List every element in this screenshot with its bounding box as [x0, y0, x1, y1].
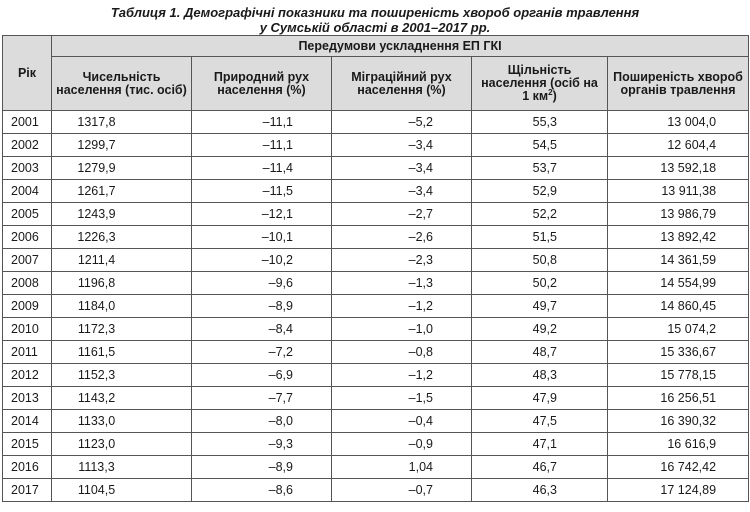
population-cell: 1184,0 [52, 295, 192, 318]
table-row [3, 433, 749, 456]
year-cell: 2006 [3, 226, 52, 249]
natural-movement-cell: –8,6 [192, 479, 332, 502]
prevalence-cell: 13 592,18 [608, 157, 749, 180]
density-cell: 46,3 [472, 479, 608, 502]
natural-movement-cell: –11,1 [192, 134, 332, 157]
group-header: Передумови ускладнення ЕП ГКІ [52, 36, 749, 57]
table-row [3, 272, 749, 295]
year-cell: 2012 [3, 364, 52, 387]
prevalence-column-header: Поширеність хвороб органів травлення [608, 57, 749, 111]
natural-movement-cell: –8,4 [192, 318, 332, 341]
migration-movement-cell: –5,2 [332, 111, 472, 134]
population-cell: 1317,8 [52, 111, 192, 134]
year-cell: 2014 [3, 410, 52, 433]
year-cell: 2017 [3, 479, 52, 502]
population-cell: 1226,3 [52, 226, 192, 249]
caption-line-1: Таблиця 1. Демографічні показники та поширеність хвороб органів травлення [110, 5, 640, 20]
density-header-close: ) [552, 89, 557, 103]
table-row [3, 410, 749, 433]
density-cell: 47,5 [472, 410, 608, 433]
population-cell: 1152,3 [52, 364, 192, 387]
migration-movement-cell: –1,3 [332, 272, 472, 295]
natural-movement-cell: –8,9 [192, 295, 332, 318]
table-caption [0, 5, 750, 35]
population-cell: 1211,4 [52, 249, 192, 272]
migration-movement-cell: –1,5 [332, 387, 472, 410]
table-row [3, 318, 749, 341]
density-header-text: Щільність населення (осіб на 1 км [481, 63, 598, 103]
table-row [3, 249, 749, 272]
caption-line-2: у Сумській області в 2001–2017 рр. [259, 20, 491, 35]
density-cell: 50,8 [472, 249, 608, 272]
migration-movement-cell: –0,8 [332, 341, 472, 364]
year-cell: 2005 [3, 203, 52, 226]
prevalence-cell: 14 860,45 [608, 295, 749, 318]
year-cell: 2008 [3, 272, 52, 295]
table-row [3, 341, 749, 364]
density-cell: 49,7 [472, 295, 608, 318]
population-cell: 1279,9 [52, 157, 192, 180]
prevalence-cell: 13 004,0 [608, 111, 749, 134]
natural-movement-cell: –9,6 [192, 272, 332, 295]
year-cell: 2015 [3, 433, 52, 456]
density-cell: 48,3 [472, 364, 608, 387]
table-row [3, 295, 749, 318]
migration-movement-cell: –2,6 [332, 226, 472, 249]
migration-movement-cell: –3,4 [332, 180, 472, 203]
table-row [3, 180, 749, 203]
population-cell: 1133,0 [52, 410, 192, 433]
density-cell: 47,9 [472, 387, 608, 410]
natural-movement-cell: –7,2 [192, 341, 332, 364]
density-cell: 52,9 [472, 180, 608, 203]
density-cell: 46,7 [472, 456, 608, 479]
prevalence-cell: 12 604,4 [608, 134, 749, 157]
density-column-header [472, 57, 608, 111]
migration-movement-cell: –1,0 [332, 318, 472, 341]
year-cell: 2002 [3, 134, 52, 157]
year-cell: 2011 [3, 341, 52, 364]
density-unit-superscript: 2 [548, 87, 553, 97]
natural-movement-cell: –8,9 [192, 456, 332, 479]
natural-movement-column-header: Природний рух населення (%) [192, 57, 332, 111]
migration-movement-cell: –0,9 [332, 433, 472, 456]
migration-movement-cell: –2,3 [332, 249, 472, 272]
migration-movement-cell: 1,04 [332, 456, 472, 479]
density-cell: 53,7 [472, 157, 608, 180]
population-cell: 1299,7 [52, 134, 192, 157]
table-row [3, 203, 749, 226]
table-row [3, 479, 749, 502]
natural-movement-cell: –11,5 [192, 180, 332, 203]
population-column-header: Чисельність населення (тис. осіб) [52, 57, 192, 111]
table-row [3, 134, 749, 157]
prevalence-cell: 14 361,59 [608, 249, 749, 272]
density-cell: 48,7 [472, 341, 608, 364]
prevalence-cell: 13 911,38 [608, 180, 749, 203]
table-row [3, 111, 749, 134]
natural-movement-cell: –12,1 [192, 203, 332, 226]
migration-movement-cell: –3,4 [332, 157, 472, 180]
density-cell: 47,1 [472, 433, 608, 456]
natural-movement-cell: –8,0 [192, 410, 332, 433]
natural-movement-cell: –9,3 [192, 433, 332, 456]
prevalence-cell: 15 778,15 [608, 364, 749, 387]
density-cell: 54,5 [472, 134, 608, 157]
table-row [3, 456, 749, 479]
density-cell: 50,2 [472, 272, 608, 295]
prevalence-cell: 16 390,32 [608, 410, 749, 433]
migration-movement-column-header: Міграційний рух населення (%) [332, 57, 472, 111]
year-cell: 2001 [3, 111, 52, 134]
table-row [3, 157, 749, 180]
population-cell: 1143,2 [52, 387, 192, 410]
natural-movement-cell: –10,2 [192, 249, 332, 272]
prevalence-cell: 15 336,67 [608, 341, 749, 364]
density-cell: 51,5 [472, 226, 608, 249]
natural-movement-cell: –11,1 [192, 111, 332, 134]
population-cell: 1104,5 [52, 479, 192, 502]
natural-movement-cell: –11,4 [192, 157, 332, 180]
natural-movement-cell: –7,7 [192, 387, 332, 410]
population-cell: 1113,3 [52, 456, 192, 479]
prevalence-cell: 15 074,2 [608, 318, 749, 341]
year-cell: 2004 [3, 180, 52, 203]
population-cell: 1243,9 [52, 203, 192, 226]
prevalence-cell: 16 616,9 [608, 433, 749, 456]
population-cell: 1123,0 [52, 433, 192, 456]
year-cell: 2003 [3, 157, 52, 180]
prevalence-cell: 14 554,99 [608, 272, 749, 295]
year-cell: 2013 [3, 387, 52, 410]
density-cell: 49,2 [472, 318, 608, 341]
year-cell: 2016 [3, 456, 52, 479]
density-cell: 52,2 [472, 203, 608, 226]
year-cell: 2010 [3, 318, 52, 341]
year-cell: 2009 [3, 295, 52, 318]
prevalence-cell: 16 742,42 [608, 456, 749, 479]
population-cell: 1196,8 [52, 272, 192, 295]
migration-movement-cell: –2,7 [332, 203, 472, 226]
population-cell: 1261,7 [52, 180, 192, 203]
natural-movement-cell: –10,1 [192, 226, 332, 249]
table-row [3, 364, 749, 387]
migration-movement-cell: –1,2 [332, 364, 472, 387]
table-row [3, 226, 749, 249]
migration-movement-cell: –1,2 [332, 295, 472, 318]
migration-movement-cell: –3,4 [332, 134, 472, 157]
table-row [3, 387, 749, 410]
prevalence-cell: 13 986,79 [608, 203, 749, 226]
migration-movement-cell: –0,7 [332, 479, 472, 502]
migration-movement-cell: –0,4 [332, 410, 472, 433]
density-cell: 55,3 [472, 111, 608, 134]
natural-movement-cell: –6,9 [192, 364, 332, 387]
year-column-header: Рік [3, 36, 52, 111]
prevalence-cell: 13 892,42 [608, 226, 749, 249]
population-cell: 1172,3 [52, 318, 192, 341]
prevalence-cell: 16 256,51 [608, 387, 749, 410]
demographics-table [2, 35, 749, 502]
prevalence-cell: 17 124,89 [608, 479, 749, 502]
population-cell: 1161,5 [52, 341, 192, 364]
year-cell: 2007 [3, 249, 52, 272]
